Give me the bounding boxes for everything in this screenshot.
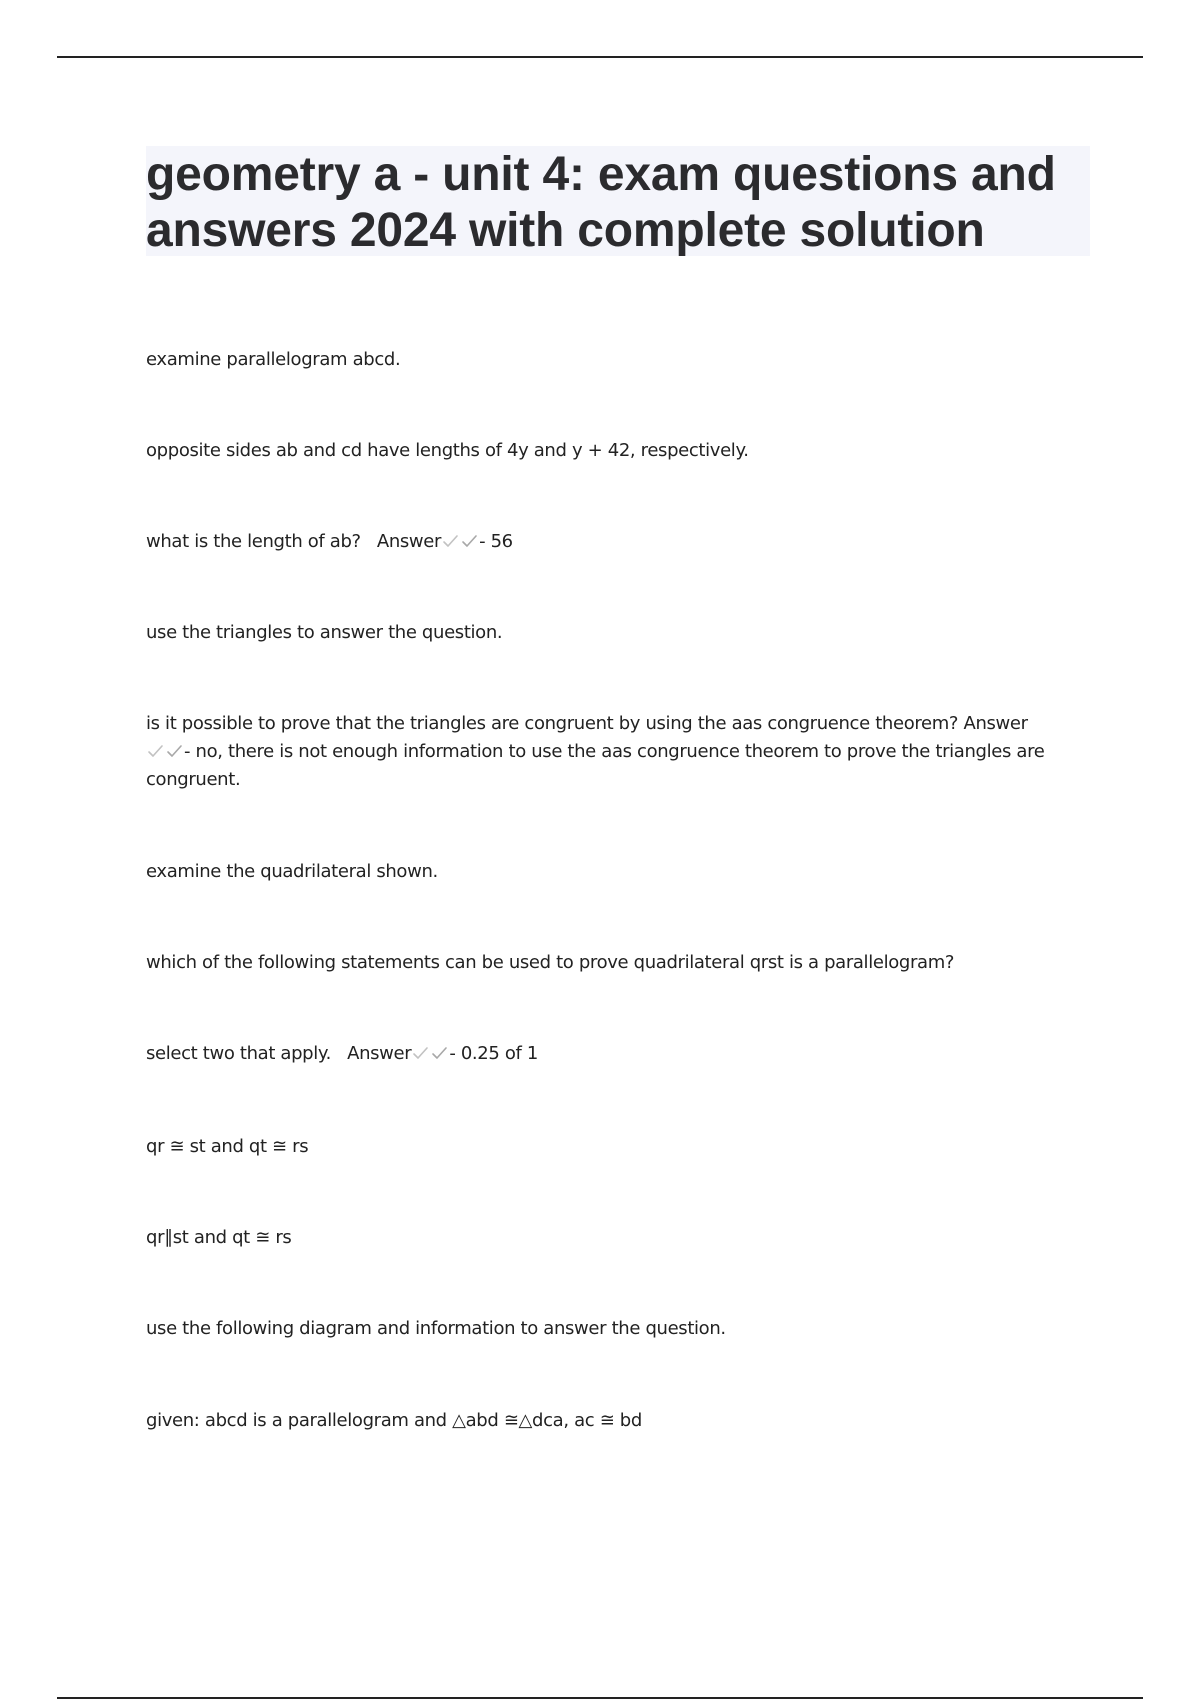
answer-text: - 56: [479, 531, 513, 552]
text-line: examine the quadrilateral shown.: [146, 861, 438, 882]
text-line: use the following diagram and information to answer the question.: [146, 1318, 726, 1339]
text-line: examine parallelogram abcd.: [146, 349, 401, 370]
bottom-rule: [57, 1697, 1143, 1699]
text-line: opposite sides ab and cd have lengths of 4y and y + 42, respectively.: [146, 440, 749, 461]
checkmark-icon: [147, 744, 164, 758]
text-line: qr∥st and qt ≅ rs: [146, 1227, 292, 1248]
question-text: is it possible to prove that the triangles are congruent by using the aas congruence theorem?: [146, 713, 959, 734]
text-line: which of the following statements can be used to prove quadrilateral qrst is a parallelogram?: [146, 952, 955, 973]
answer-label: Answer: [347, 1043, 412, 1064]
document-title: geometry a - unit 4: exam questions and answers 2024 with complete solution: [146, 148, 1056, 257]
answer-text: - 0.25 of 1: [449, 1043, 539, 1064]
title-block: [146, 146, 1090, 256]
text-line: given: abcd is a parallelogram and △abd ≅△dca, ac ≅ bd: [146, 1410, 642, 1431]
checkmark-icon: [442, 534, 459, 548]
question-text: select two that apply.: [146, 1043, 331, 1064]
top-rule: [57, 56, 1143, 58]
answer-label: Answer: [376, 531, 442, 552]
text-line: use the triangles to answer the question.: [146, 622, 503, 643]
question-answer-line: [146, 710, 1046, 794]
checkmark-icon: [166, 744, 183, 758]
answer-text: - no, there is not enough information to use the aas congruence theorem to prove the triangles are congruent.: [146, 741, 1045, 790]
checkmark-icon: [461, 534, 478, 548]
checkmark-icon: [431, 1046, 448, 1060]
question-answer-line: [146, 528, 1066, 556]
answer-label: Answer: [963, 713, 1028, 734]
text-line: qr ≅ st and qt ≅ rs: [146, 1136, 309, 1157]
question-answer-line: [146, 1040, 1066, 1068]
question-text: what is the length of ab?: [146, 531, 361, 552]
checkmark-icon: [412, 1046, 429, 1060]
